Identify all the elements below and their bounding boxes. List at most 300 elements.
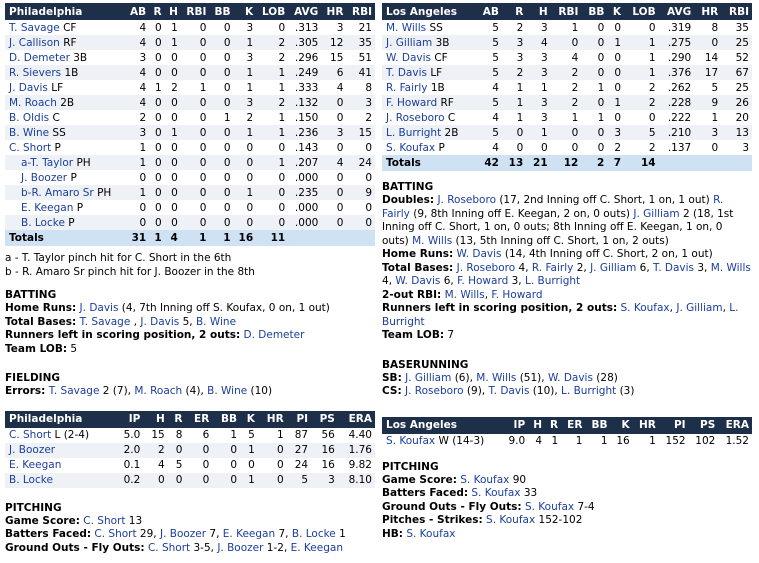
stat-cell: 1 — [240, 443, 258, 458]
stat-value: 4 — [515, 261, 526, 274]
stat-cell: 0 — [246, 141, 254, 154]
separator: , — [189, 315, 193, 328]
totals-label: Totals — [382, 155, 476, 171]
section-title: BATTING — [5, 289, 57, 301]
column-header: HR — [694, 3, 721, 20]
column-header: LOB — [624, 3, 659, 20]
stat-cell: 152 — [665, 435, 686, 447]
player-link[interactable]: J. Boozer — [21, 171, 68, 184]
stat-cell: 4 — [125, 95, 149, 110]
player-link[interactable]: C. Short — [9, 429, 52, 441]
stat-cell: 0 — [139, 201, 147, 214]
stat-cell — [346, 230, 375, 246]
stat-cell: 16 — [321, 459, 335, 471]
stat-cell: 2 — [624, 95, 659, 110]
stat-cell: 16 — [311, 443, 338, 458]
player-link[interactable]: E. Keegan — [9, 459, 62, 471]
team-header: Philadelphia — [5, 411, 115, 428]
player-link[interactable]: W. Davis — [456, 248, 502, 260]
stat-value: 5 — [179, 315, 190, 328]
label: Game Score: — [5, 514, 80, 527]
team-header: Los Angeles — [382, 3, 476, 20]
stat-value: (6) — [451, 371, 470, 384]
player-link[interactable]: L. Burright — [524, 275, 581, 287]
column-header: BB — [212, 411, 240, 428]
column-header: IP — [115, 411, 144, 428]
table-header-row — [382, 417, 752, 434]
stat-cell: 4 — [571, 51, 579, 64]
stat-cell: 1 — [181, 230, 210, 246]
player-link[interactable]: M. Roach — [9, 96, 57, 109]
stat-cell: 0 — [168, 473, 186, 488]
player-link[interactable]: S. Koufax — [524, 500, 575, 513]
player-link[interactable]: B. Wine — [9, 126, 50, 139]
stat-cell: 0 — [258, 443, 287, 458]
stat-cell: 8 — [175, 429, 183, 441]
stat-cell: 2 — [256, 95, 288, 110]
stat-cell: 1 — [648, 51, 656, 64]
stat-cell: 0 — [209, 125, 233, 140]
column-header: RBI — [346, 3, 375, 20]
stat-cell: 0 — [209, 155, 233, 170]
stat-cell: 0 — [181, 125, 210, 140]
team-header: Philadelphia — [5, 3, 125, 20]
label: Game Score: — [382, 473, 457, 486]
stat-cell: 0 — [212, 473, 240, 488]
team-lob-line — [5, 343, 375, 357]
stat-cell: 0 — [199, 141, 207, 154]
stat-cell: .000 — [294, 171, 319, 184]
player-link[interactable]: J. Boozer — [217, 541, 264, 554]
column-header: H — [143, 411, 167, 428]
stat-cell: 0 — [165, 95, 181, 110]
stat-value: 90 — [509, 473, 527, 486]
stat-value: 33 — [520, 487, 538, 499]
stat-cell: 3 — [502, 35, 526, 50]
position: P — [68, 216, 75, 229]
column-header: ERA — [338, 411, 375, 428]
stat-cell: 0 — [139, 171, 147, 184]
stat-cell: 0 — [234, 215, 257, 230]
player-link[interactable]: S. Koufax — [471, 487, 521, 499]
stat-cell: 0 — [149, 65, 164, 80]
stat-cell: 3 — [540, 21, 548, 34]
label: HB: — [382, 527, 403, 540]
stat-cell: 1 — [516, 111, 524, 124]
stat-cell: 0 — [181, 215, 210, 230]
player-link[interactable]: J. Gilliam — [405, 371, 452, 384]
position: 3B — [435, 36, 450, 49]
player-link[interactable]: M. Wills — [444, 288, 485, 301]
player-link[interactable]: b-R. Amaro Sr — [21, 186, 94, 199]
home-runs-line — [5, 302, 375, 316]
stat-cell: 20 — [735, 111, 749, 124]
stat-cell: 2 — [551, 65, 582, 80]
stat-value: 3 — [508, 275, 519, 287]
label: Batters Faced: — [5, 528, 92, 540]
player-link[interactable]: L. Burright — [386, 126, 442, 139]
player-link[interactable]: J. Callison — [9, 36, 60, 49]
stat-cell: 0 — [185, 443, 212, 458]
separator: , — [127, 385, 132, 397]
stat-cell: 1 — [240, 473, 258, 488]
player-link[interactable]: T. Davis — [653, 261, 695, 274]
player-link[interactable]: C. Short — [9, 141, 52, 154]
table-row — [5, 473, 375, 488]
player-link[interactable]: R. Fairly — [386, 81, 428, 94]
column-header: R — [149, 3, 164, 20]
player-link[interactable]: J. Gilliam — [386, 36, 433, 49]
stat-cell: 0 — [278, 141, 286, 154]
stat-cell: 1 — [165, 125, 181, 140]
batters-faced-line — [5, 528, 375, 542]
player-link[interactable]: S. Koufax — [486, 514, 536, 526]
stat-cell: .207 — [288, 155, 321, 170]
stat-cell: 3 — [526, 65, 550, 80]
pitcher-cell — [5, 458, 115, 473]
player-link[interactable]: T. Savage — [79, 315, 131, 328]
stat-cell: 0 — [149, 215, 164, 230]
stat-cell: 0 — [168, 443, 186, 458]
stat-cell: .313 — [294, 21, 319, 34]
stat-cell: 0 — [199, 201, 207, 214]
stat-cell: 0 — [336, 201, 344, 214]
column-header: R — [545, 417, 561, 434]
player-link[interactable]: J. Gilliam — [633, 207, 680, 220]
stat-value: 152-102 — [535, 514, 583, 526]
section-title: BATTING — [382, 181, 434, 193]
stat-cell: 2 — [516, 21, 524, 34]
stat-cell: 1 — [571, 21, 579, 34]
stat-cell: 0 — [551, 35, 582, 50]
stat-cell: 0 — [202, 459, 210, 471]
player-link[interactable]: B. Wine — [207, 385, 248, 397]
stat-cell: 0 — [154, 21, 162, 34]
label: SB: — [382, 371, 402, 384]
stat-cell: 0.1 — [123, 459, 141, 471]
player-link[interactable]: W. Davis — [386, 51, 431, 64]
section-title: FIELDING — [5, 372, 60, 384]
player-link[interactable]: J. Gilliam — [590, 261, 637, 274]
stat-cell: 0 — [181, 35, 210, 50]
stat-cell: 12 — [551, 155, 582, 171]
player-link[interactable]: J. Roseboro — [437, 194, 496, 206]
position: CF — [434, 51, 448, 64]
player-link[interactable]: S. Koufax — [460, 473, 510, 486]
column-header: R — [168, 411, 186, 428]
player-link[interactable]: J. Davis — [140, 315, 180, 328]
stat-value: (9, 8th Inning off E. Keegan, 2 on, 0 outs) — [409, 207, 631, 220]
stat-cell: 0 — [278, 201, 286, 214]
pitches-strikes-line — [382, 514, 752, 528]
stat-cell: 0 — [143, 473, 167, 488]
column-header: AB — [476, 3, 502, 20]
stat-cell: 2 — [365, 111, 372, 124]
player-link[interactable]: E. Keegan — [290, 541, 343, 554]
player-link[interactable]: D. Demeter — [9, 51, 70, 64]
column-header: PS — [311, 411, 338, 428]
separator: , — [484, 288, 489, 301]
stat-cell: 0 — [614, 111, 622, 124]
stat-cell: 0 — [171, 201, 178, 214]
risp-line — [382, 302, 752, 329]
stat-cell: 2 — [171, 81, 178, 94]
label: Team LOB: — [5, 342, 68, 355]
stat-cell: 1.76 — [338, 443, 375, 458]
player-link[interactable]: L. Burright — [561, 385, 617, 397]
player-link[interactable]: C. Short — [83, 514, 126, 527]
stat-cell: 0 — [336, 171, 344, 184]
stat-cell: 2 — [614, 141, 622, 154]
stat-cell: 2 — [551, 95, 582, 110]
stat-cell: 3 — [246, 21, 254, 34]
player-link[interactable]: R. Fairly — [382, 194, 724, 220]
player-link[interactable]: S. Koufax — [386, 141, 436, 154]
decision: L (2-4) — [51, 429, 90, 441]
totals-label: Totals — [5, 230, 125, 246]
stat-cell: .305 — [288, 35, 321, 50]
stat-cell: 1 — [149, 230, 164, 246]
column-header: AVG — [288, 3, 321, 20]
player-link[interactable]: M. Wills — [476, 371, 517, 384]
player-cell — [5, 125, 125, 140]
stat-cell: 0 — [581, 95, 607, 110]
stat-cell: 0 — [209, 185, 233, 200]
stat-cell: .275 — [659, 35, 695, 50]
stat-value: 6 — [636, 261, 647, 274]
stat-cell: 0 — [248, 459, 255, 471]
stat-cell: 9.0 — [508, 435, 526, 447]
column-header: H — [165, 3, 181, 20]
player-link[interactable]: R. Fairly — [531, 261, 574, 274]
stat-value: 6 — [440, 275, 451, 287]
separator: , — [133, 315, 137, 328]
stat-cell: 0 — [321, 185, 346, 200]
stat-cell: 4 — [125, 35, 149, 50]
stat-value: 2 (18, 1st Inning off C. Short, 1 on, 0 outs; 8th Inning off E. Keegan, 1 on, 0 outs) — [382, 207, 734, 247]
stat-cell: .222 — [667, 111, 692, 124]
player-cell — [5, 155, 125, 170]
player-link[interactable]: E. Keegan — [222, 528, 276, 540]
stat-cell: .000 — [288, 215, 321, 230]
stat-cell: 1 — [125, 185, 149, 200]
player-link[interactable]: J. Roseboro — [386, 111, 445, 124]
stat-cell: 0 — [199, 171, 207, 184]
stat-cell: 1 — [597, 81, 605, 94]
philadelphia-pitching-table — [5, 411, 375, 488]
player-link[interactable]: F. Howard — [457, 275, 509, 287]
stat-cell: 0 — [149, 125, 164, 140]
player-link[interactable]: B. Wine — [195, 315, 237, 328]
stat-cell: 1 — [540, 81, 548, 94]
stat-cell: 5 — [476, 95, 502, 110]
label: Home Runs: — [382, 248, 454, 260]
stat-cell: 35 — [346, 35, 375, 50]
player-link[interactable]: R. Sievers — [9, 66, 62, 79]
player-link[interactable]: T. Savage — [48, 385, 100, 397]
table-row — [5, 95, 375, 110]
player-link[interactable]: D. Demeter — [243, 329, 305, 341]
stat-value: 4 — [382, 275, 389, 287]
player-link[interactable]: B. Locke — [9, 474, 53, 486]
section-title: PITCHING — [382, 460, 439, 473]
player-link[interactable]: a-T. Taylor — [21, 156, 74, 169]
stat-cell: 1 — [256, 125, 288, 140]
player-cell — [382, 20, 476, 35]
column-header: RBI — [721, 3, 752, 20]
stat-cell: 21 — [358, 21, 372, 34]
player-link[interactable]: E. Keegan — [21, 201, 74, 214]
player-link[interactable]: J. Boozer — [159, 528, 207, 540]
position: P — [70, 171, 77, 184]
player-link[interactable]: J. Boozer — [9, 444, 56, 456]
table-row — [5, 215, 375, 230]
stat-cell: 1 — [256, 65, 288, 80]
stat-cell: 5 — [711, 81, 719, 94]
stat-cell: 0 — [234, 155, 257, 170]
stat-cell: 0 — [223, 51, 231, 64]
player-cell — [382, 65, 476, 80]
separator: , — [450, 275, 454, 287]
player-link[interactable]: M. Wills — [412, 234, 453, 247]
player-link[interactable]: J. Roseboro — [456, 261, 516, 274]
position: P — [438, 141, 445, 154]
stat-cell: 16 — [616, 435, 630, 447]
player-link[interactable]: T. Davis — [488, 385, 530, 397]
player-link[interactable]: C. Short — [94, 528, 137, 540]
stat-cell: 3 — [526, 95, 550, 110]
stat-cell: 5 — [492, 21, 499, 34]
stat-cell: 25 — [721, 35, 752, 50]
stat-cell: 1 — [276, 429, 284, 441]
table-row — [5, 125, 375, 140]
player-link[interactable]: T. Savage — [9, 21, 60, 34]
player-link[interactable]: F. Howard — [491, 288, 543, 301]
stat-cell: 5 — [492, 51, 499, 64]
player-link[interactable]: F. Howard — [386, 96, 438, 109]
stat-cell: 0 — [276, 459, 284, 471]
value: 5 — [67, 342, 78, 355]
player-link[interactable]: J. Davis — [79, 302, 119, 314]
table-row — [5, 80, 375, 95]
table-row — [382, 65, 752, 80]
team-lob-line — [382, 329, 752, 343]
stat-cell: 0 — [171, 171, 178, 184]
player-link[interactable]: B. Locke — [291, 528, 336, 540]
column-header: IP — [502, 417, 528, 434]
stat-cell: 9.82 — [348, 459, 372, 471]
stat-cell: 4 — [526, 35, 550, 50]
stat-cell: 1 — [125, 155, 149, 170]
separator: , — [583, 261, 587, 274]
philadelphia-column — [5, 3, 375, 555]
player-link[interactable]: C. Short — [147, 541, 191, 554]
label: Runners left in scoring position, 2 outs: — [5, 329, 241, 341]
stat-cell: 4 — [535, 435, 543, 447]
player-link[interactable]: J. Gilliam — [676, 302, 723, 314]
stat-cell: .228 — [659, 95, 695, 110]
table-header-row — [382, 3, 752, 20]
stat-cell: 0 — [365, 141, 372, 154]
column-header: LOB — [256, 3, 288, 20]
stat-cell — [694, 155, 721, 171]
player-link[interactable]: B. Locke — [21, 216, 65, 229]
stat-cell: 0 — [149, 95, 164, 110]
value: 7 — [444, 329, 455, 341]
label: Pitches - Strikes: — [382, 514, 483, 526]
game-score-line — [382, 474, 752, 488]
separator: , — [200, 385, 204, 397]
stat-cell: 14 — [704, 51, 719, 64]
position: CF — [63, 21, 77, 34]
stat-cell: 1 — [711, 111, 719, 124]
table-row — [382, 140, 752, 155]
player-link[interactable]: T. Davis — [386, 66, 427, 79]
stat-cell: 9 — [346, 185, 375, 200]
risp-line — [5, 329, 375, 343]
player-link[interactable]: M. Wills — [710, 261, 751, 274]
label: Total Bases: — [382, 261, 454, 274]
stat-cell: 5 — [175, 459, 183, 471]
pitcher-cell — [5, 428, 115, 443]
stat-cell: 5 — [476, 125, 502, 140]
position: C — [447, 111, 456, 124]
stat-cell: .132 — [288, 95, 321, 110]
column-header: PI — [659, 417, 689, 434]
player-cell — [5, 215, 125, 230]
table-row — [5, 110, 375, 125]
table-row — [382, 50, 752, 65]
player-link[interactable]: L. Burright — [382, 302, 739, 328]
position: PH — [76, 156, 91, 169]
stat-cell: 0 — [209, 65, 233, 80]
decision: W (14-3) — [435, 435, 485, 447]
player-link[interactable]: B. Oldis — [9, 111, 50, 124]
stat-cell: 1 — [526, 125, 550, 140]
stat-value: (4) — [182, 385, 201, 397]
total-bases-line — [5, 316, 375, 330]
player-link[interactable]: J. Davis — [9, 81, 48, 94]
stat-cell: 0 — [694, 35, 721, 50]
los-angeles-column — [382, 3, 752, 541]
player-link[interactable]: S. Koufax — [386, 435, 436, 447]
stat-cell: 0 — [256, 185, 288, 200]
stat-cell: 24 — [346, 155, 375, 170]
stat-cell: 0 — [223, 171, 231, 184]
stat-cell: 13 — [502, 155, 526, 171]
stat-cell: 3 — [321, 125, 346, 140]
stat-cell: 56 — [321, 429, 335, 441]
ground-fly-outs-line — [5, 542, 375, 556]
stat-cell: 0 — [199, 111, 207, 124]
player-link[interactable]: W. Davis — [547, 371, 593, 384]
stat-cell: 15 — [151, 429, 165, 441]
player-link[interactable]: M. Wills — [386, 21, 427, 34]
player-link[interactable]: J. Roseboro — [405, 385, 464, 397]
stat-cell: 12 — [321, 35, 346, 50]
stat-cell: .296 — [294, 51, 319, 64]
label: Ground Outs - Fly Outs: — [5, 541, 145, 554]
stat-value: (9) — [463, 385, 482, 397]
stat-cell: 0 — [149, 35, 164, 50]
stat-cell: 0 — [571, 141, 579, 154]
player-link[interactable]: S. Koufax — [406, 527, 456, 540]
player-link[interactable]: S. Koufax — [620, 302, 670, 314]
player-link[interactable]: W. Davis — [395, 275, 441, 287]
position: P — [76, 201, 84, 214]
table-row — [5, 185, 375, 200]
player-link[interactable]: M. Roach — [134, 385, 183, 397]
